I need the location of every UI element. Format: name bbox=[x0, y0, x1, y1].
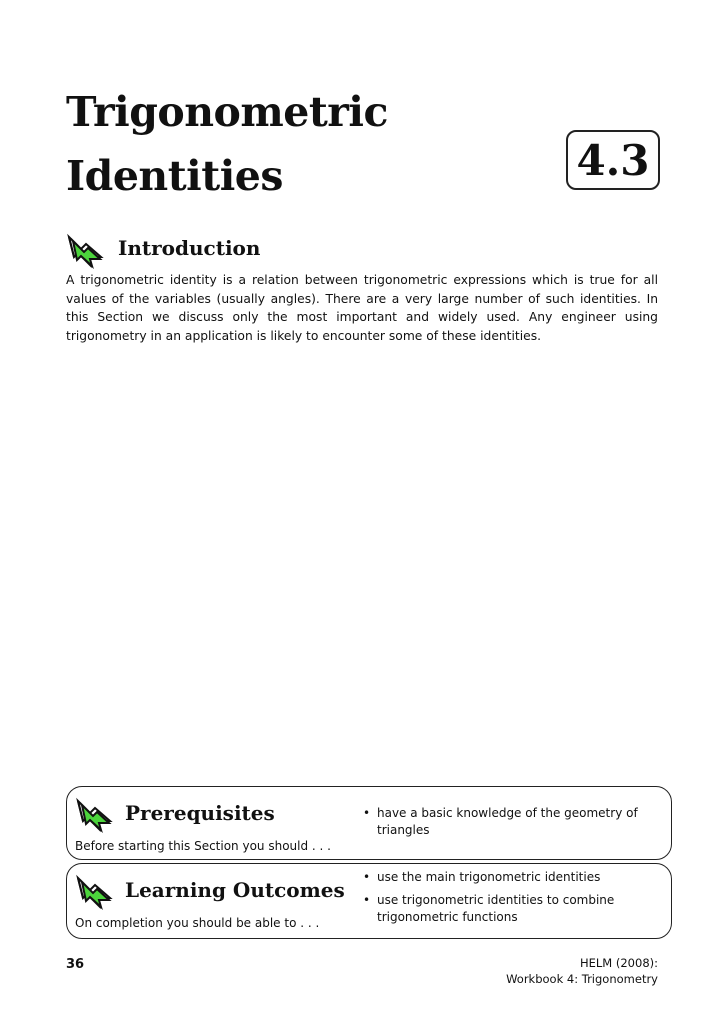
section-number: 4.3 bbox=[576, 135, 650, 185]
learning-outcomes-subtitle: On completion you should be able to . . . bbox=[75, 916, 320, 930]
prerequisites-heading: Prerequisites bbox=[125, 801, 275, 825]
learning-outcomes-list bbox=[363, 869, 663, 932]
footer-source-line-2: Workbook 4: Trigonometry bbox=[506, 972, 658, 986]
prerequisites-panel bbox=[66, 786, 672, 860]
list-item: • have a basic knowledge of the geometry of triangles bbox=[363, 805, 663, 839]
prerequisites-subtitle: Before starting this Section you should . . . bbox=[75, 839, 331, 853]
helm-arrow-icon bbox=[66, 233, 104, 269]
learning-outcomes-heading: Learning Outcomes bbox=[125, 878, 345, 902]
learning-outcomes-panel bbox=[66, 863, 672, 939]
introduction-text: A trigonometric identity is a relation between trigonometric expressions which is true for all values of the variables (usually angles). There are a very large number of such identities. In this Section we discuss only the most important and widely used. Any engineer using trigonometry in an application is likely to encounter some of these identities. bbox=[66, 273, 658, 343]
list-item: • use the main trigonometric identities bbox=[363, 869, 663, 886]
prerequisites-list bbox=[363, 805, 663, 845]
page-title bbox=[66, 80, 388, 208]
introduction-heading: Introduction bbox=[118, 236, 261, 260]
section-number-badge bbox=[566, 130, 660, 190]
footer-source-line-1: HELM (2008): bbox=[579, 956, 658, 970]
footer-source bbox=[506, 955, 658, 987]
helm-arrow-icon bbox=[75, 797, 113, 833]
title-line-2: Identities bbox=[66, 152, 283, 200]
list-item: • use trigonometric identities to combine trigonometric functions bbox=[363, 892, 663, 926]
helm-arrow-icon bbox=[75, 874, 113, 910]
page-number: 36 bbox=[66, 957, 85, 972]
title-line-1: Trigonometric bbox=[66, 88, 388, 136]
